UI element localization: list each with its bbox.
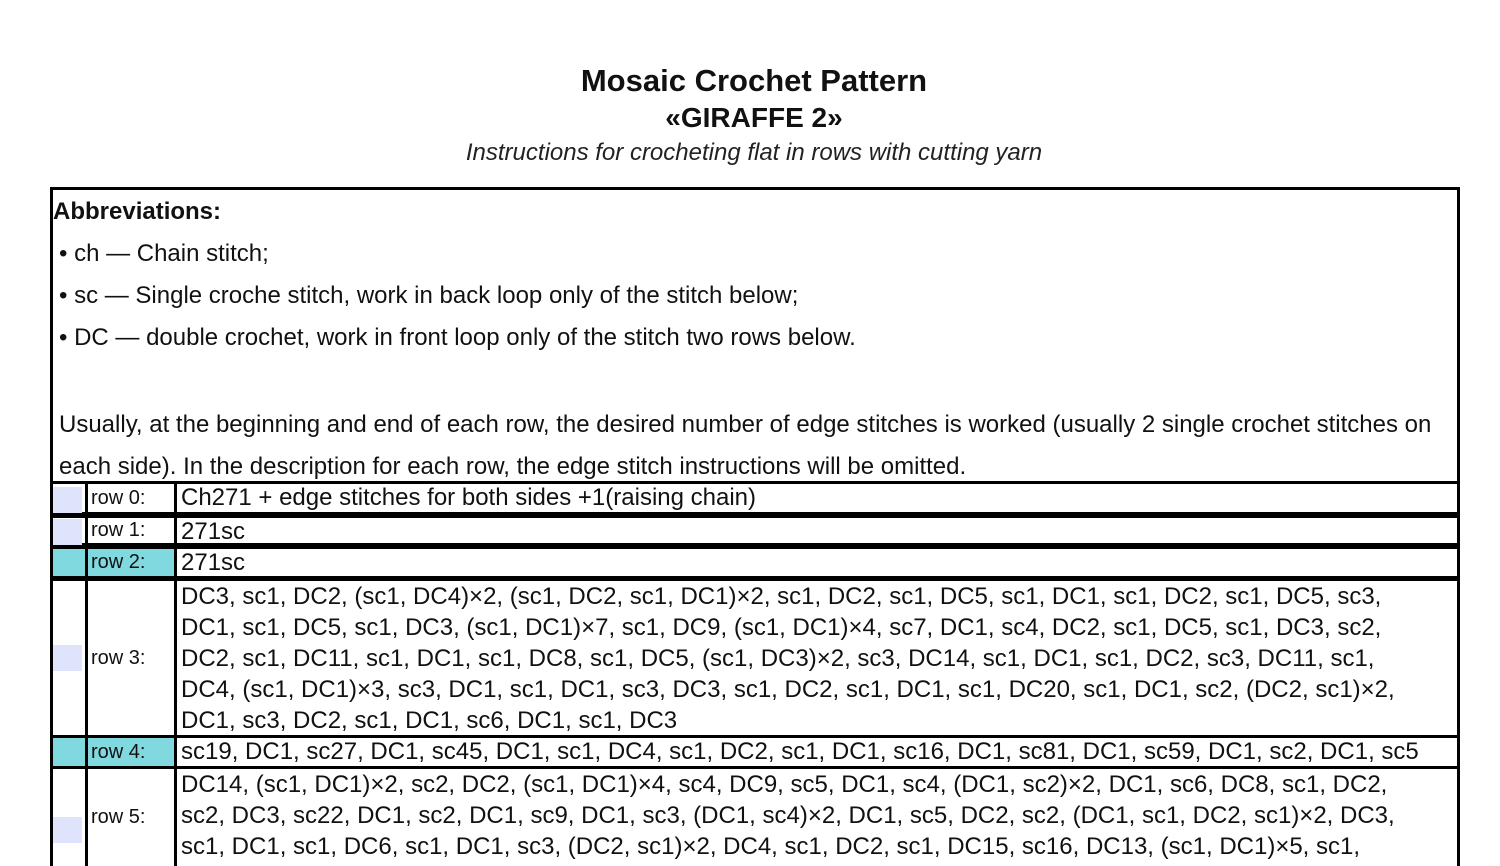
- page-title: Mosaic Crochet Pattern: [580, 63, 928, 98]
- table-row: [50, 515, 1460, 546]
- row-color-cell: [53, 738, 88, 766]
- table-row: [50, 766, 1460, 866]
- table-row: [50, 481, 1460, 515]
- row-color-cell: [53, 484, 88, 512]
- row-instructions: DC3, sc1, DC2, (sc1, DC4)×2, (sc1, DC2, sc1, DC1)×2, sc1, DC2, sc1, DC5, sc1, DC1, sc1, DC2, sc1, DC5, sc3, DC1, sc1, DC5, sc1, DC3, (sc1, DC1)×7, sc1, DC9, (sc1, DC1)×4, sc7, DC1, sc4, DC2, sc1, DC5, sc1, DC3, sc2, DC2, sc1, DC11, sc1, DC1, sc1, DC8, sc1, DC5, (sc1, DC3)×2, sc3, DC14, sc1, DC1, sc1, DC2, sc3, DC11, sc1, DC4, (sc1, DC1)×3, sc3, DC1, sc1, DC1, sc3, DC3, sc1, DC2, sc1, DC1, sc1, DC20, sc1, DC1, sc2, (DC2, sc1)×2, DC1, sc3, DC2, sc1, DC1, sc6, DC1, sc1, DC3: [181, 583, 1395, 734]
- row-instructions: DC14, (sc1, DC1)×2, sc2, DC2, (sc1, DC1)×4, sc4, DC9, sc5, DC1, sc4, (DC1, sc2)×2, DC1, sc6, DC8, sc1, DC2, sc2, DC3, sc22, DC1, sc2, DC1, sc9, DC1, sc3, (DC1, sc4)×2, DC1, sc5, DC2, sc2, (DC1, sc1, DC2, sc1)×2, DC3, sc1, DC1, sc1, DC6, sc1, DC1, sc3, (DC2, sc1)×2, DC4, sc1, DC2, sc1, DC15, sc16, DC13, (sc1, DC1)×5, sc1,: [181, 771, 1395, 860]
- abbreviation-item: • DC — double crochet, work in front loop only of the stitch two rows below.: [59, 324, 856, 351]
- row-color-cell: [53, 581, 88, 735]
- color-swatch: [53, 645, 82, 671]
- row-color-cell: [53, 769, 88, 866]
- table-row: [50, 735, 1460, 769]
- row-label: row 5:: [88, 769, 177, 866]
- abbreviations-heading: Abbreviations:: [53, 198, 222, 225]
- row-instructions: 271sc: [181, 549, 246, 576]
- color-swatch: [53, 817, 82, 843]
- row-instructions: Ch271 + edge stitches for both sides +1(raising chain): [181, 484, 757, 511]
- row-label: row 3:: [88, 581, 177, 735]
- row-label: row 2:: [88, 549, 177, 576]
- abbreviations-box: [50, 187, 1460, 484]
- row-color-cell: [53, 549, 88, 576]
- page-header: [0, 62, 1500, 170]
- color-swatch: [53, 519, 82, 545]
- row-label: row 4:: [88, 738, 177, 766]
- row-instructions: sc19, DC1, sc27, DC1, sc45, DC1, sc1, DC4, sc1, DC2, sc1, DC1, sc16, DC1, sc81, DC1, sc59, DC1, sc2, DC1, sc5: [181, 738, 1419, 765]
- pattern-name: «GIRAFFE 2»: [665, 102, 843, 133]
- pattern-tagline: Instructions for crocheting flat in rows with cutting yarn: [465, 139, 1043, 166]
- table-row: [50, 578, 1460, 738]
- table-row: [50, 546, 1460, 579]
- row-color-cell: [53, 518, 88, 543]
- abbreviation-item: • sc — Single croche stitch, work in back loop only of the stitch below;: [59, 282, 799, 309]
- abbreviation-item: • ch — Chain stitch;: [59, 240, 269, 267]
- edge-stitch-note: Usually, at the beginning and end of each row, the desired number of edge stitches is worked (usually 2 single crochet stitches on each side). In the description for each row, the edge stitch instructions will be omitted.: [59, 411, 1432, 480]
- row-label: row 1:: [88, 518, 177, 543]
- row-label: row 0:: [88, 484, 177, 512]
- color-swatch: [53, 487, 82, 513]
- row-instructions: 271sc: [181, 518, 246, 543]
